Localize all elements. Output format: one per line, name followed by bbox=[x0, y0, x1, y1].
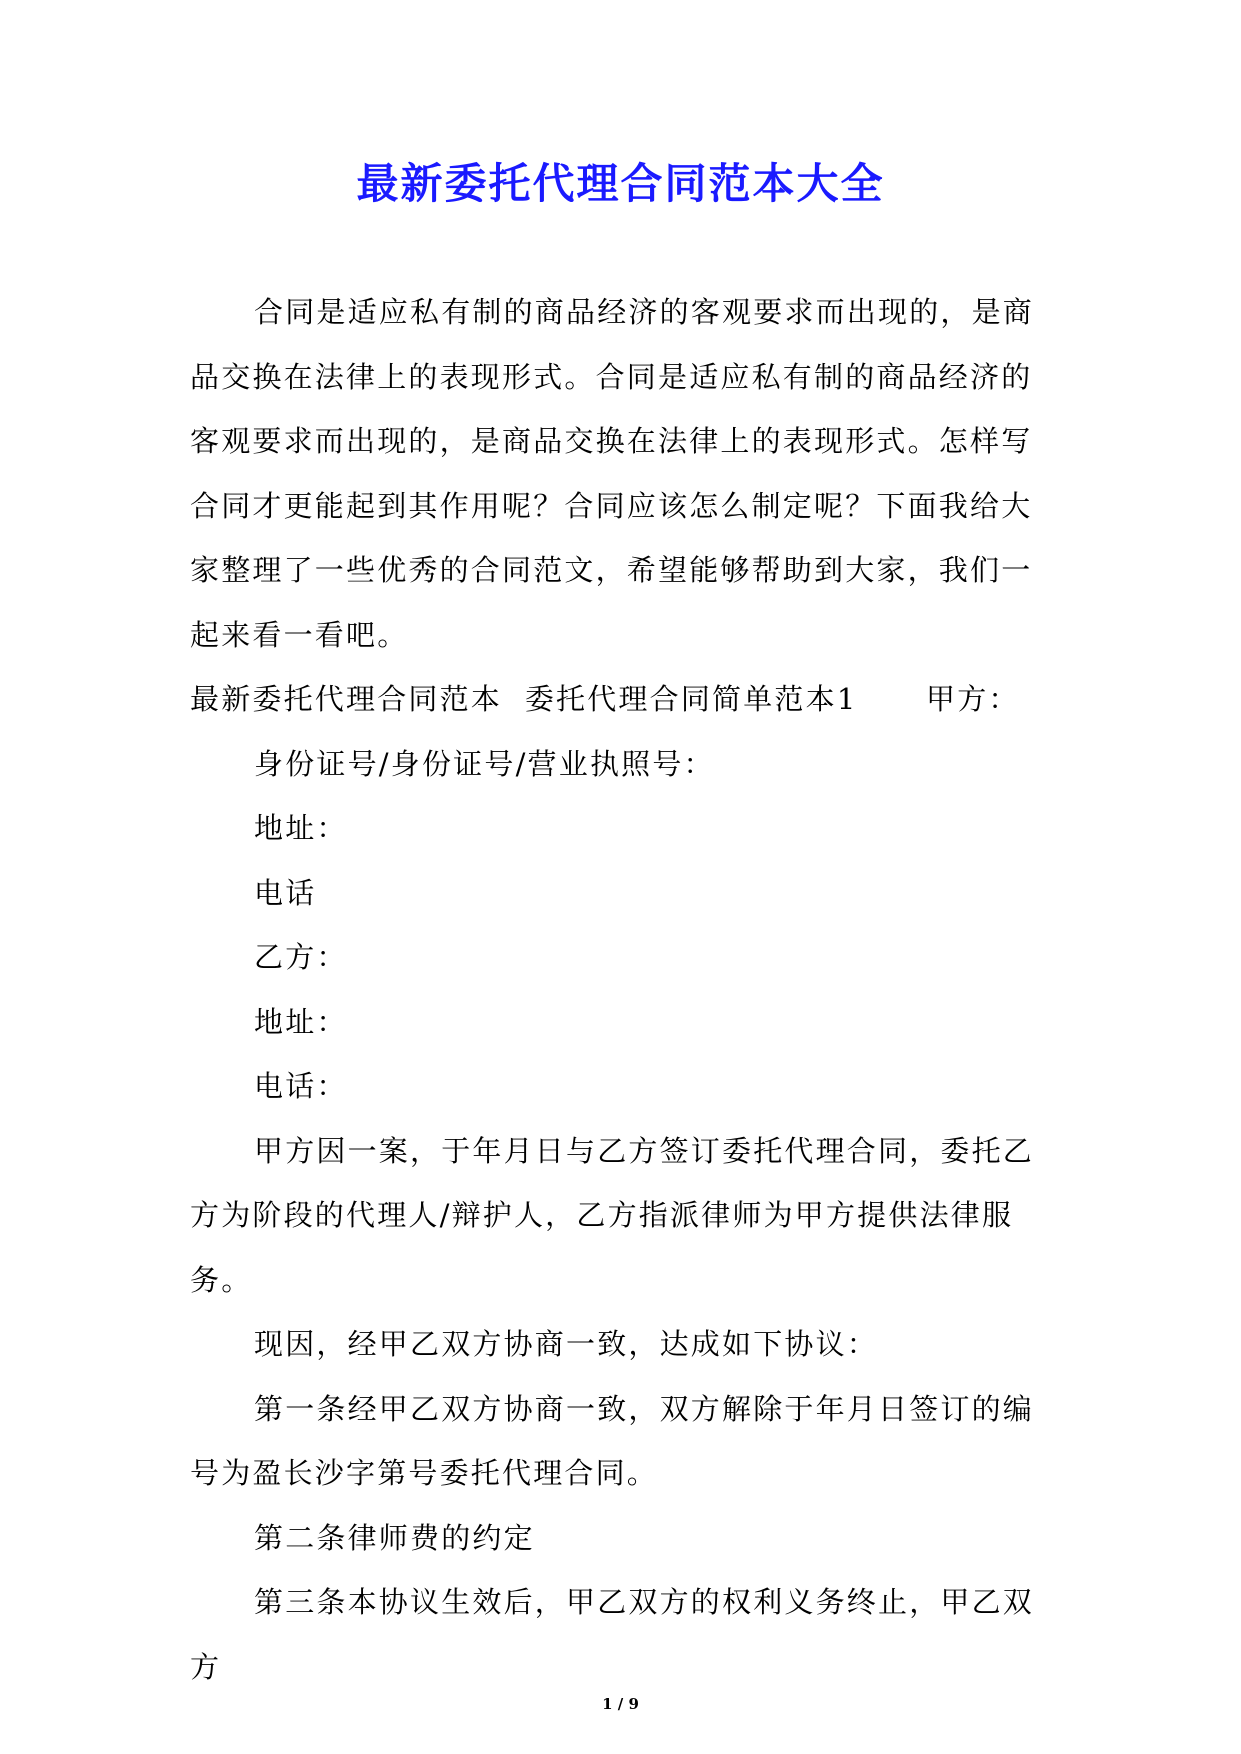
paragraph-intro: 合同是适应私有制的商品经济的客观要求而出现的，是商品交换在法律上的表现形式。合同是适应私有制的商品经济的客观要求而出现的，是商品交换在法律上的表现形式。怎样写合同才更能起到其作用呢？合同应该怎么制定呢？下面我给大家整理了一些优秀的合同范文，希望能够帮助到大家，我们一起来看一看吧。 bbox=[190, 295, 1035, 652]
paragraph-contract-heading: 最新委托代理合同范本 委托代理合同简单范本1 甲方： bbox=[190, 682, 1020, 716]
paragraph-article-1: 第一条经甲乙双方协商一致，双方解除于年月日签订的编号为盈长沙字第号委托代理合同。 bbox=[190, 1391, 1035, 1490]
paragraph-party-b-phone: 电话： bbox=[254, 1069, 348, 1103]
page-number: 1 / 9 bbox=[602, 1695, 639, 1713]
paragraph-party-b: 乙方： bbox=[254, 940, 348, 974]
paragraph-party-a-phone: 电话 bbox=[254, 875, 317, 910]
paragraph-party-a-id: 身份证号/身份证号/营业执照号： bbox=[254, 746, 715, 781]
paragraph-party-a-address: 地址： bbox=[254, 811, 348, 845]
paragraph-case-background: 甲方因一案，于年月日与乙方签订委托代理合同，委托乙方为阶段的代理人/辩护人，乙方指派律师为甲方提供法律服务。 bbox=[190, 1133, 1035, 1297]
paragraph-party-b-address: 地址： bbox=[254, 1004, 348, 1039]
paragraph-agreement-intro: 现因，经甲乙双方协商一致，达成如下协议： bbox=[254, 1327, 879, 1361]
paragraph-article-2: 第二条律师费的约定 bbox=[254, 1520, 535, 1555]
paragraph-article-3: 第三条本协议生效后，甲乙双方的权利义务终止，甲乙双方 bbox=[190, 1585, 1035, 1684]
document-title: 最新委托代理合同范本大全 bbox=[356, 159, 885, 208]
document-body bbox=[190, 280, 1052, 1699]
